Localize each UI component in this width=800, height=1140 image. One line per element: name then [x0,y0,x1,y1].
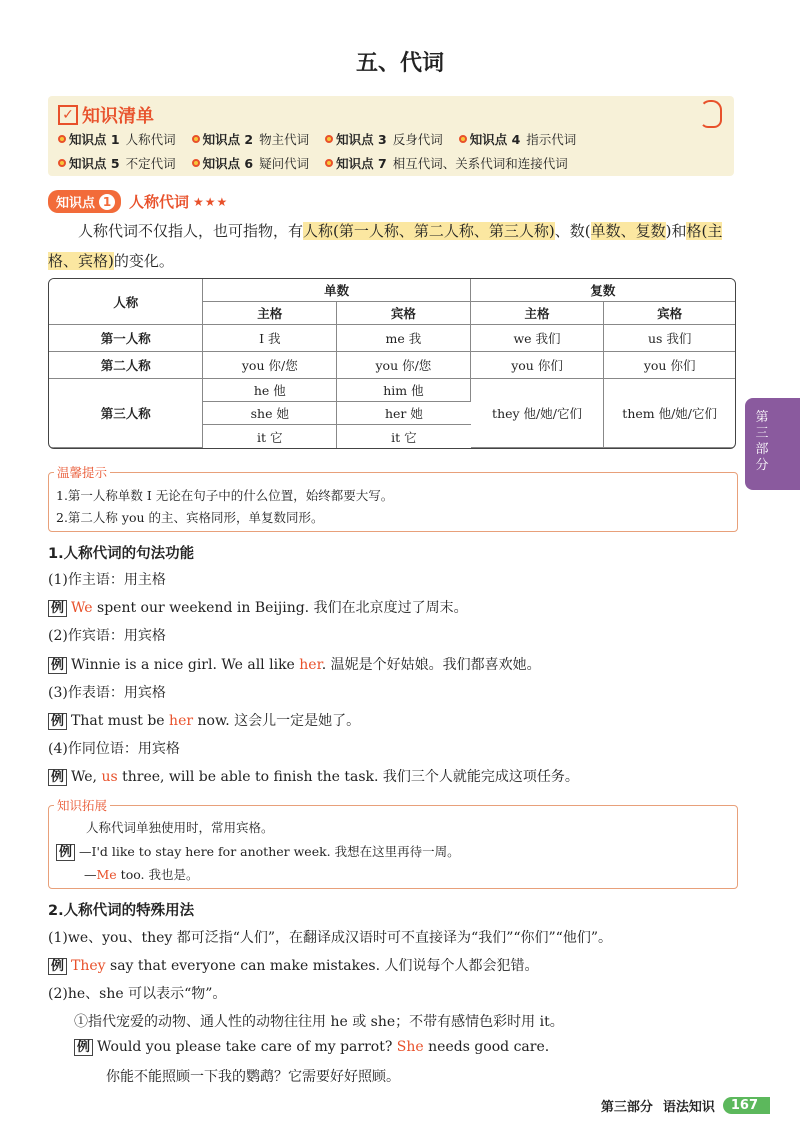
knowledge-item-5[interactable]: 知识点 5 不定代词 [58,154,176,172]
usage-line: (2)he、she 可以表示“物”。 [48,986,227,1002]
table-cell: it 它 [203,425,337,448]
footer-topic: 语法知识 [662,1100,715,1115]
knowledge-item-7[interactable]: 知识点 7 相互代词、关系代词和连接代词 [325,154,568,172]
example-line: 例 Would you please take care of my parrot? She needs good care. [74,1039,549,1056]
table-cell: them 他/她/它们 [604,379,735,448]
side-tab-label: 第三部分 [755,410,769,473]
table-cell: us 我们 [604,325,735,352]
section-title: 人称代词 [129,193,190,211]
tip-label: 知识拓展 [54,796,110,814]
example-label: 例 [48,600,67,617]
usage-line: (1)we、you、they 都可泛指“人们”，在翻译成汉语时可不直接译为“我们”“你们”“他们”。 [48,930,612,946]
table-cell: I 我 [203,325,337,352]
example-line: 例 We spent our weekend in Beijing. 我们在北京度过了周末。 [48,597,468,617]
example-label: 例 [48,958,67,975]
page-title: 五、代词 [355,50,444,76]
table-cell: me 我 [337,325,471,352]
example-line: 例 We, us three, will be able to finish the task. 我们三个人就能完成这项任务。 [48,766,579,786]
subsection-heading: 2.人称代词的特殊用法 [48,903,195,919]
table-cell: we 我们 [471,325,605,352]
table-row [49,352,735,379]
knowledge-item-2[interactable]: 知识点 2 物主代词 [192,130,310,148]
example-label: 例 [56,844,75,861]
knowledge-list-box [48,96,734,176]
table-row [49,379,735,402]
bullet-icon [58,159,66,167]
side-tab[interactable] [745,398,800,490]
table-row [49,325,735,352]
knowledge-item-4[interactable]: 知识点 4 指示代词 [459,130,577,148]
usage-line: ①指代宠爱的动物、通人性的动物往往用 he 或 she；不带有感情色彩时用 it。 [74,1014,564,1030]
function-label: (4)作同位语：用宾格 [48,741,180,757]
tip-line: 人称代词单独使用时，常用宾格。 [86,820,274,835]
table-header-singular: 单数 [203,279,470,302]
table-header-nom: 主格 [471,302,605,325]
row-label-third: 第三人称 [49,379,203,448]
bullet-icon [192,159,200,167]
table-header-plural: 复数 [471,279,735,302]
pronoun-table [48,278,736,449]
checkmark-icon: ✓ [58,105,78,125]
example-translation: 你能不能照顾一下我的鹦鹉？它需要好好照顾。 [106,1069,400,1085]
table-cell: you 你/您 [203,352,337,379]
bullet-icon [192,135,200,143]
intro-paragraph: 人称代词不仅指人，也可指物，有人称(第一人称、第二人称、第三人称)、数(单数、复数)和格(主格、宾格)的变化。 [48,222,723,270]
example-label: 例 [74,1039,93,1056]
star-rating-icon: ★★★ [193,194,229,209]
table-cell: they 他/她/它们 [471,379,605,448]
bullet-icon [325,135,333,143]
knowledge-list-row-2 [58,154,584,172]
tip-line: 2.第二人称 you 的主、宾格同形，单复数同形。 [56,510,324,525]
function-label: (3)作表语：用宾格 [48,685,166,701]
row-label-first: 第一人称 [49,325,203,352]
bullet-icon [459,135,467,143]
table-cell: it 它 [391,429,417,445]
footer-part: 第三部分 [600,1100,653,1115]
table-header-obj: 宾格 [337,302,471,325]
table-cell: him 他 [337,379,471,402]
example-label: 例 [48,713,67,730]
table-cell: you 你们 [471,352,605,379]
table-cell: he 他 [203,379,337,402]
knowledge-item-6[interactable]: 知识点 6 疑问代词 [192,154,310,172]
example-line: 例 —I'd like to stay here for another week. 我想在这里再待一周。 [56,842,460,861]
paperclip-icon [700,100,722,128]
table-cell: you 你们 [604,352,735,379]
bullet-icon [325,159,333,167]
page-footer [601,1096,770,1115]
tip-label: 温馨提示 [54,463,110,481]
table-cell: you 你/您 [337,352,471,379]
function-label: (1)作主语：用主格 [48,572,166,588]
subsection-heading: 1.人称代词的句法功能 [48,546,195,562]
example-line: 例 Winnie is a nice girl. We all like her. 温妮是个好姑娘。我们都喜欢她。 [48,654,541,674]
table-cell: her 她 [337,402,471,425]
row-label-second: 第二人称 [49,352,203,379]
table-header-obj: 宾格 [604,302,735,325]
table-header-nom: 主格 [203,302,337,325]
page-number: 167 [723,1097,770,1114]
knowledge-point-badge: 知识点 1 [48,190,121,213]
example-line: 例 They say that everyone can make mistakes. 人们说每个人都会犯错。 [48,955,539,975]
section-heading [48,190,228,213]
example-label: 例 [48,769,67,786]
example-label: 例 [48,657,67,674]
table-header-person: 人称 [49,279,203,325]
table-cell: she 她 [203,402,337,425]
knowledge-item-3[interactable]: 知识点 3 反身代词 [325,130,443,148]
knowledge-item-1[interactable]: 知识点 1 人称代词 [58,130,176,148]
example-line: —Me too. 我也是。 [84,867,199,882]
knowledge-list-row-1 [58,130,592,148]
example-line: 例 That must be her now. 这会儿一定是她了。 [48,710,360,730]
tip-line: 1.第一人称单数 I 无论在句子中的什么位置，始终都要大写。 [56,488,394,503]
knowledge-list-header: ✓ 知识清单 [58,102,154,128]
function-label: (2)作宾语：用宾格 [48,628,166,644]
bullet-icon [58,135,66,143]
